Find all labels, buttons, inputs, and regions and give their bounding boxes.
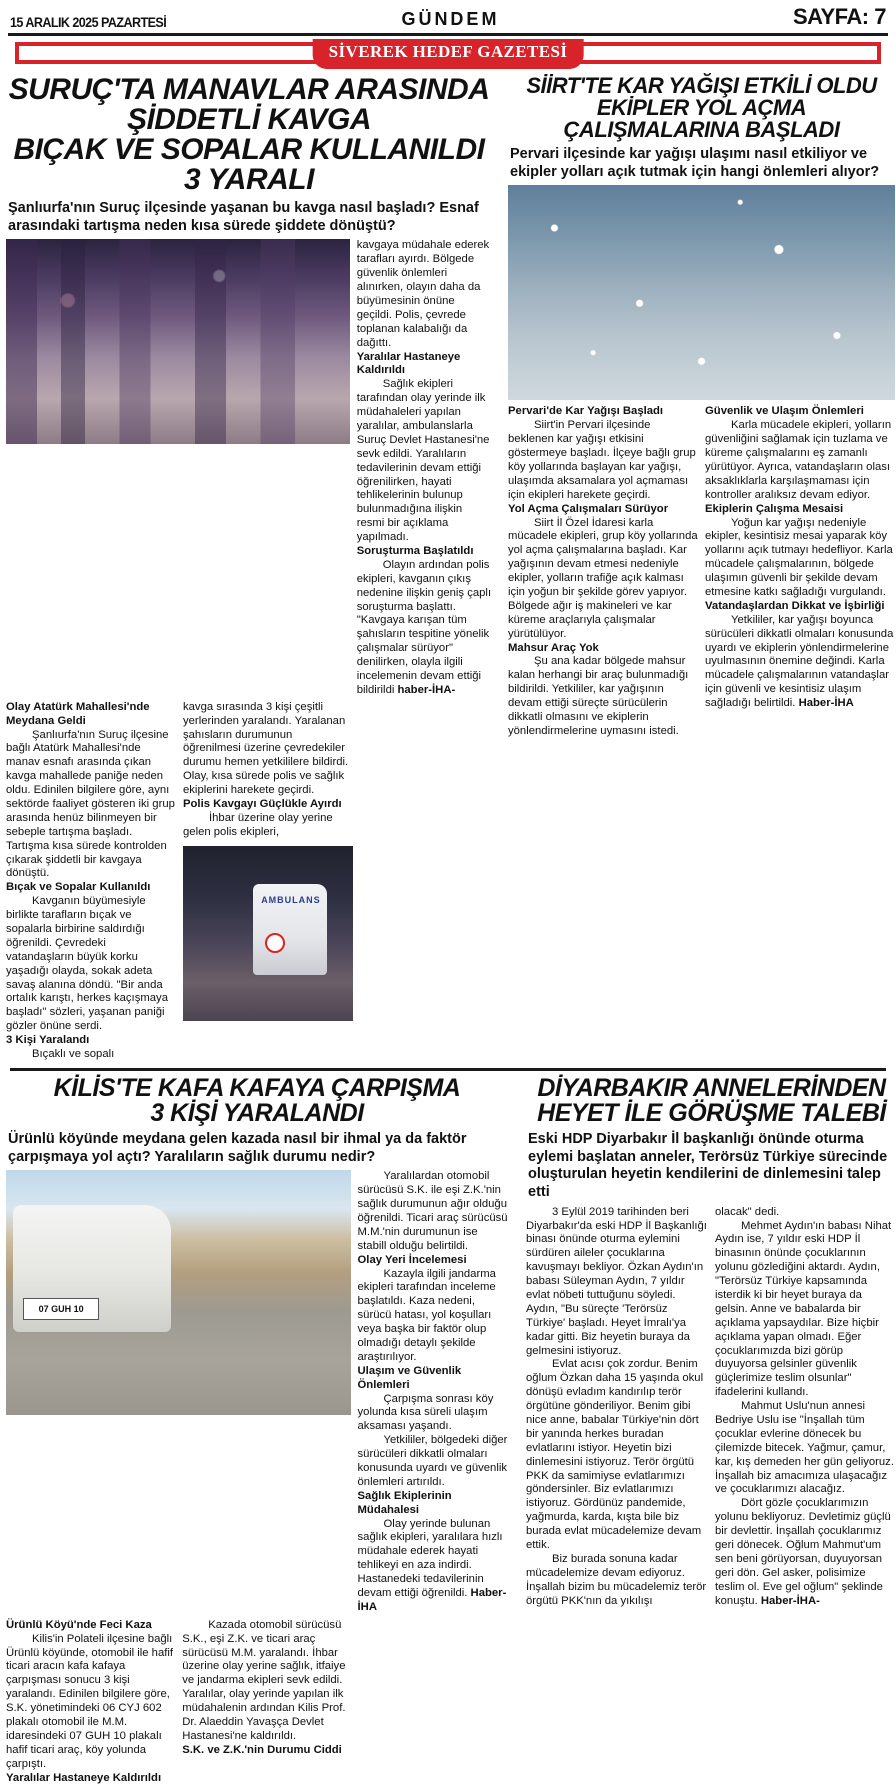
paragraph: Çarpışma sonrası köy yolunda kısa süreli ulaşım aksaması yaşandı. <box>357 1392 494 1433</box>
paragraph: Siirt'in Pervari ilçesinde beklenen kar yağışı etkisini göstermeye başladı. İlçeye bağlı grup köy yollarında başlayan kar yağışı, ulaşımda aksamalara yol açmaması için ekipleri harekete geçirdi. <box>508 419 696 501</box>
article-diyarbakir-headline-line2: HEYET İLE GÖRÜŞME TALEBİ <box>537 1098 886 1127</box>
ambulance-label: AMBULANS <box>261 894 321 905</box>
paragraph: Şanlıurfa'nın Suruç ilçesine bağlı Atatürk Mahallesi'nde manav esnafı arasında çıkan kavga mahallede paniğe neden oldu. Edinilen bilgilere göre, aynı sektörde faaliyet gösteren iki grup arasında henüz bilinmeyen bir sebeple tartışma başladı. Tartışma kısa sürede kontrolden çıkarak şiddetli bir kavgaya dönüştü. <box>6 728 175 880</box>
paragraph: Mahmut Uslu'nun annesi Bedriye Uslu ise "İnşallah tüm çocuklar evlerine dönecek bu çilemizde bitecek. Yağmur, çamur, kar, kış demeden her gün geliyoruz. İnşallah biz amacımıza ulaşacağız ve çocuklarımızı alacağız. <box>715 1400 894 1496</box>
article-suruc-lower-row <box>6 701 492 1062</box>
paper-name: SİVEREK HEDEF GAZETESİ <box>313 39 584 69</box>
subheading: S.K. ve Z.K.'nin Durumu Ciddi <box>182 1743 342 1756</box>
subheading: Sağlık Ekiplerinin Müdahalesi <box>357 1489 452 1516</box>
paragraph: Bıçaklı ve sopalı <box>32 1048 115 1061</box>
paragraph: kavgaya müdahale ederek tarafları ayırdı. Bölgede güvenlik önlemleri alınırken, olayın daha da büyümesinin önüne geçildi. Polis, çevrede toplanan kalabalığı da dağıttı. <box>356 239 490 349</box>
article-suruc-col1 <box>6 701 176 1062</box>
article-diyarbakir-col2 <box>715 1206 896 1609</box>
subheading: Güvenlik ve Ulaşım Önlemleri <box>705 405 864 418</box>
paragraph: Şu ana kadar bölgede mahsur kalan herhangi bir araç bulunmadığı bildirildi. Yetkililer, kar yağışının devam ettiği süreçte sürücülerin dikkatli olmasını ve ekiplerin yönlendirmelerine uymasını istedi. <box>508 655 689 737</box>
article-suruc-top-row <box>6 239 492 697</box>
paragraph: Yaralılardan otomobil sürücüsü S.K. ile eşi Z.K.'nin sağlık durumunun ağır olduğu öğrenildi. Ticari araç sürücüsü M.M.'nin durumunun ise stabill olduğu belirtildi. <box>357 1170 508 1252</box>
paragraph: Mehmet Aydın'ın babası Nihat Aydın ise, 7 yıldır eski HDP İl binasının önünde çocuklarının yolunu gözlediğini aktardı. Aydın, "Terörsüz Türkiye kapsamında isterdik ki bir heyet buraya da gelsin. Anne ve babalarda bir açıklama yapsaydılar. Bize hiçbir açıklama yapan olmadı. Eğer çocuklarımızda bizi görüp duyuyorsa gelsinler güvenlik güçlerimize teslim olsunlar" ifadelerini kullandı. <box>715 1219 892 1399</box>
section-title: GÜNDEM <box>401 9 500 29</box>
article-diyarbakir-col1 <box>526 1206 708 1609</box>
paragraph: Kavganın büyümesiyle birlikte tarafların bıçak ve sopalarla birbirine saldırdığı öğrenildi. Çevredeki vatandaşların büyük korku yaşadığı olayda, sokak adeta savaş alanına döndü. "Bir anda ortalık karıştı, herkes kaçışmaya başladı" sözleri, yaşanan paniği gözler önüne serdi. <box>6 895 168 1033</box>
paragraph: olacak" dedi. <box>715 1205 780 1218</box>
subheading: Olay Atatürk Mahallesi'nde Meydana Geldi <box>6 700 150 727</box>
paragraph: Karla mücadele ekipleri, yolların güvenliğini sağlamak için tuzlama ve küreme çalışmalarını eş zamanlı yürütüyor. Ayrıca, vatandaşların olası aksaklıklarla karşılaşmaması için kontroller aralıksız devam ediyor. <box>705 419 892 501</box>
subheading: 3 Kişi Yaralandı <box>6 1034 90 1047</box>
article-diyarbakir-headline-line1: DİYARBAKIR ANNELERİNDEN <box>537 1073 886 1102</box>
article-kilis-lower-row <box>6 1619 508 1785</box>
ambulance-night-photo <box>183 846 353 1021</box>
article-suruc-headline-line1: SURUÇ'TA MANAVLAR ARASINDA ŞİDDETLİ KAVGA <box>8 73 490 136</box>
paragraph: İhbar üzerine olay yerine gelen polis ekipleri, <box>183 811 333 838</box>
crashed-car-photo <box>6 1170 351 1415</box>
top-section <box>6 73 894 1062</box>
license-plate: 07 GUH 10 <box>23 1298 99 1320</box>
article-diyarbakir-columns <box>526 1206 896 1609</box>
article-kilis-photo-wrap <box>6 1170 351 1615</box>
subheading: Yaralılar Hastaneye Kaldırıldı <box>6 1771 162 1784</box>
article-kilis-headline-line1: KİLİS'TE KAFA KAFAYA ÇARPIŞMA <box>53 1073 461 1102</box>
masthead <box>6 0 890 32</box>
article-kilis-top-row <box>6 1170 508 1615</box>
article-diyarbakir <box>522 1073 896 1785</box>
paragraph <box>358 1518 508 1615</box>
article-siirt-col1 <box>508 405 698 738</box>
paragraph: Kazayla ilgili jandarma ekipleri tarafından inceleme başlatıldı. Kaza nedeni, sürücü hatası, yol koşulları veya başka bir faktör olup olmadığı detaylı şekilde araştırılıyor. <box>357 1267 496 1363</box>
subheading: Pervari'de Kar Yağışı Başladı <box>508 405 664 418</box>
article-siirt-columns <box>508 405 895 738</box>
subheading: Olay Yeri İncelemesi <box>357 1253 467 1266</box>
article-kilis-col2 <box>182 1619 351 1785</box>
article-suruc-col2 <box>183 701 353 1062</box>
paragraph: 3 Eylül 2019 tarihinden beri Diyarbakır'da eski HDP İl Başkanlığı binası önünde oturma eylemini sürdüren aileler çocuklarına kavuşmayı bekliyor. Özkan Aydın'ın babası Süleyman Aydın, 7 yıldır evlat nöbeti tuttuğunu söyledi. Aydın, "Bu süreçte 'Terörsüz Türkiye' başladı. Heyet İmralı'ya kadar gitti. Biz heyetin buraya da gelmesini istiyoruz. <box>526 1205 707 1357</box>
masthead-divider <box>8 33 888 36</box>
paragraph: Yetkililer, bölgedeki diğer sürücüleri dikkatli olmaları konusunda uyardı ve güvenlik önlemleri artırıldı. <box>357 1434 508 1488</box>
article-suruc-photo-wrap <box>6 239 350 697</box>
news-source: Haber-İHA <box>357 1587 507 1613</box>
paragraph: Kazada otomobil sürücüsü S.K., eşi Z.K. ve ticari araç sürücüsü M.M. yaralandı. İhbar üzerine olay yerine sağlık, itfaiye ve jandarma ekipleri sevk edildi. Yaralılar, olay yerinde yapılan ilk müdahalenin ardından Kilis Prof. Dr. Alaeddin Yavaşça Devlet Hastanesi'ne kaldırıldı. <box>182 1618 346 1742</box>
article-kilis-deck: Ürünlü köyünde meydana gelen kazada nasıl bir ihmal ya da faktör çarpışmaya yol açtı? Yaralıların sağlık durumu nedir? <box>8 1130 467 1165</box>
paper-brand-banner <box>10 41 886 71</box>
paragraph-text: Yetkililer, kar yağışı boyunca sürücüleri dikkatli olmaları konusunda uyardı ve ekiplerin yönlendirmelerine uyulmasının önemine değindi. Karla mücadele çalışmalarının vatandaşlar için güvenli ve kesintisiz ulaşım sağladığı belirtildi. <box>705 613 894 710</box>
article-suruc-col3-upper <box>357 239 492 697</box>
article-kilis-col1 <box>6 1619 175 1785</box>
paragraph: Sağlık ekipleri tarafından olay yerinde ilk müdahaleleri yapılan yaralılar, ambulanslarla Suruç Devlet Hastanesi'ne sevk edildi. Yaralıların tedavilerinin devam ettiği öğrenilirken, hayati tehlikelerinin bulunup bulunmadığına ilişkin resmi bir açıklama yapılmadı. <box>356 378 490 544</box>
article-suruc-headline-line2: BIÇAK VE SOPALAR KULLANILDI 3 YARALI <box>13 133 485 196</box>
paragraph: Yoğun kar yağışı nedeniyle ekipler, kesintisiz mesai yaparak köy yollarını açık tutmayı hedefliyor. Karla mücadele çalışmalarının, bölgede ulaşımın güvenli bir şekilde devam etmesine katkı sağladığı vurgulandı. <box>705 516 893 598</box>
paragraph <box>705 614 895 711</box>
article-siirt <box>506 75 895 1062</box>
paragraph-text: Olayın ardından polis ekipleri, kavganın çıkış nedenine ilişkin geniş çaplı soruşturma başlattı. "Kavgaya karışan tüm şahısların tespitine yönelik çalışmalar sürüyor" denilirken, olayla ilgili incelemenin devam ettiği bildirildi <box>356 558 492 696</box>
subheading: Soruşturma Başlatıldı <box>356 544 474 557</box>
subheading: Ulaşım ve Güvenlik Önlemleri <box>357 1364 462 1391</box>
subheading: Ekiplerin Çalışma Mesaisi <box>705 502 844 515</box>
subheading: Yaralılar Hastaneye Kaldırıldı <box>356 350 461 377</box>
paragraph: Evlat acısı çok zordur. Benim oğlum Özkan daha 15 yaşında okul dönüşü evladım kandırılıp terör örgütüne gönderiliyor. Benim gibi nice anne, babalar Türkiye'nin dört bir yanında herkes buradan evlatlarını istiyor. Heyetin bizi dinlemesini istiyoruz. Terör örgütü PKK da samimiyse evlatlarımızı göndersinler. Biz evlatlarımızı istiyoruz. Gördünüz pandemide, yağmurda, karda, kışta bile biz burada evlat mücadelemize devam ettik. <box>526 1358 704 1552</box>
section-divider <box>10 1068 886 1071</box>
bottom-section <box>6 1073 894 1785</box>
article-kilis <box>6 1073 514 1785</box>
article-siirt-deck: Pervari ilçesinde kar yağışı ulaşımı nasıl etkiliyor ve ekipler yolları açık tutmak için hangi önlemleri alıyor? <box>510 146 880 180</box>
paragraph: Kilis'in Polateli ilçesine bağlı Ürünlü köyünde, otomobil ile hafif ticari aracın kafa kafaya çarpışması sonucu 3 kişi yaralandı. Edinilen bilgilere göre, S.K. yönetimindeki 06 CYJ 602 plakalı otomobil ile M.M. idaresindeki 07 GUH 10 plakalı hafif ticari araç, köy yolunda çarpıştı. <box>6 1632 174 1770</box>
subheading: Vatandaşlardan Dikkat ve İşbirliği <box>705 599 885 612</box>
snowfall-road-photo <box>508 185 895 400</box>
ambulance-emblem-icon <box>265 933 285 953</box>
article-kilis-col3 <box>358 1170 508 1615</box>
publication-date: 15 ARALIK 2025 PAZARTESİ <box>10 15 167 30</box>
article-kilis-spacer <box>358 1619 508 1785</box>
article-siirt-col2 <box>705 405 895 738</box>
article-suruc <box>6 75 498 1062</box>
paragraph-text: Olay yerinde bulunan sağlık ekipleri, yaralılara hızlı müdahale ederek hayati tehlikeyi en aza indirdi. Hastanedeki tedavilerinin devam ettiği öğrenildi. <box>357 1517 503 1600</box>
subheading: Mahsur Araç Yok <box>508 641 599 654</box>
paragraph: kavga sırasında 3 kişi çeşitli yerlerinden yaralandı. Yaralanan şahısların durumunun öğrenilmesi üzerine çevredekiler durumu hemen yetkililere bildirdi. Olay, kısa sürede polis ve sağlık ekiplerini harekete geçirdi. <box>183 700 349 797</box>
news-source: haber-İHA- <box>397 683 456 696</box>
article-siirt-headline-line1: SİİRT'TE KAR YAĞIŞI ETKİLİ OLDU <box>526 73 877 98</box>
article-siirt-headline-line2: EKİPLER YOL AÇMA ÇALIŞMALARINA BAŞLADI <box>563 95 840 142</box>
page-number-label: SAYFA: 7 <box>792 4 886 29</box>
subheading: Yol Açma Çalışmaları Sürüyor <box>508 502 669 515</box>
paragraph: Biz burada sonuna kadar mücadelemize devam ediyoruz. İnşallah bizim bu mücadelemiz terör örgütü PKK'nın da yıkılışı <box>526 1552 707 1607</box>
news-source: Haber-İHA- <box>760 1594 820 1607</box>
article-kilis-headline-line2: 3 KİŞİ YARALANDI <box>150 1098 364 1127</box>
article-diyarbakir-deck: Eski HDP Diyarbakır İl başkanlığı önünde oturma eylemi başlatan anneler, Terörsüz Türkiye sürecinde oluşturulan heyetin kendilerini de dinlemesini talep etti <box>528 1130 888 1200</box>
paragraph <box>715 1497 896 1608</box>
paragraph-text: Dört gözle çocuklarımızın yolunu bekliyoruz. Devletimiz güçlü bir devlettir. İnşallah çocuklarımız geri dönecek. Oğlum Mahmut'um sen beni görüyorsan, duyuyorsan geri dön. Gel asker, polisimize teslim ol. Eve gel oğlum" şeklinde konuştu. <box>715 1497 891 1607</box>
subheading: Ürünlü Köyü'nde Feci Kaza <box>6 1618 152 1631</box>
subheading: Polis Kavgayı Güçlükle Ayırdı <box>183 798 342 810</box>
paragraph: Siirt İl Özel İdaresi karla mücadele ekipleri, grup köy yollarında yol açma çalışmalarına başladı. Kar yağışının devam etmesi nedeniyle ekipler, yolların trafiğe açık kalması için yoğun bir şekilde görev yapıyor. Bölgede ağır iş makineleri ve kar küreme araçlarıyla çalışmalar yürütülüyor. <box>508 516 698 640</box>
subheading: Bıçak ve Sopalar Kullanıldı <box>6 881 151 894</box>
news-source: Haber-İHA <box>798 697 854 710</box>
article-suruc-deck: Şanlıurfa'nın Suruç ilçesinde yaşanan bu kavga nasıl başladı? Esnaf arasındaki tartışma neden kısa sürede şiddete dönüştü? <box>8 200 479 234</box>
night-street-crowd-photo <box>6 239 350 444</box>
paragraph <box>357 559 492 698</box>
